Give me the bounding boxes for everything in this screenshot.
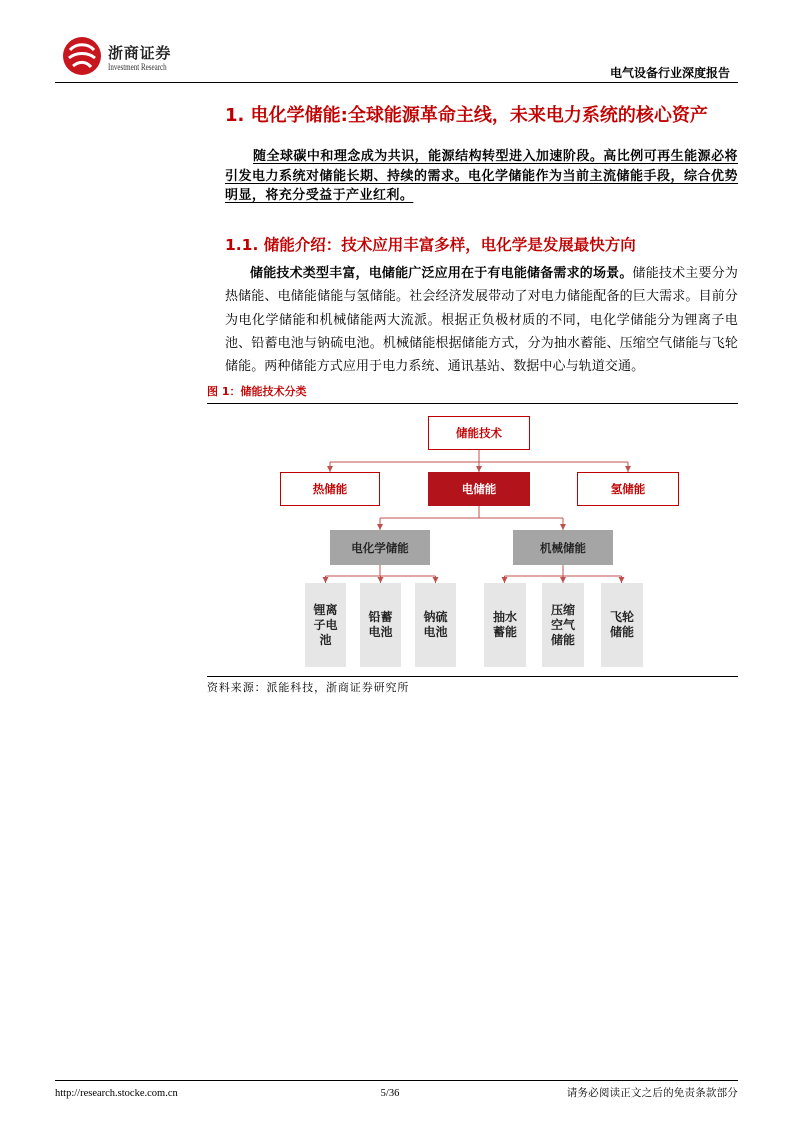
leaf-sodium-sulfur-battery — [415, 583, 456, 667]
node-label: 电化学储能 — [351, 540, 409, 555]
diagram-root-node — [428, 416, 530, 450]
body-text: 储能技术主要分为热储能、电储能储能与氢储能。社会经济发展带动了对电力储能配备的巨大需求。目前分为电化学储能和机械储能两大流派。根据正负极材质的不同，电化学储能分为锂离子电池、铅蓄电池与钠硫电池。机械储能根据储能方式，分为抽水蓄能、压缩空气储能与飞轮储能。两种储能方式应用于电力系统、通讯基站、数据中心与轨道交通。 — [225, 266, 738, 375]
figure-source: 资料来源：派能科技，浙商证券研究所 — [207, 681, 410, 694]
storage-classification-diagram — [207, 405, 738, 673]
node-label: 储能技术 — [456, 426, 502, 440]
body-lead-sentence: 储能技术类型丰富，电储能广泛应用在于有电能储备需求的场景。 — [250, 266, 633, 281]
leaf-lead-acid-battery — [360, 583, 401, 667]
company-logo-icon — [61, 35, 103, 77]
logo-name-en: Investment Research — [108, 62, 167, 72]
leaf-label: 锂离子电池 — [313, 602, 338, 647]
leaf-label: 压缩空气储能 — [550, 602, 575, 647]
leaf-compressed-air-storage — [542, 583, 584, 667]
section-title: 1. 电化学储能:全球能源革命主线，未来电力系统的核心资产 — [225, 105, 708, 126]
subsection-title: 1.1. 储能介绍：技术应用丰富多样，电化学是发展最快方向 — [225, 236, 636, 254]
body-paragraph — [225, 262, 738, 378]
leaf-label: 钠硫电池 — [423, 610, 448, 639]
leaf-flywheel-storage — [601, 583, 643, 667]
footer-website-link[interactable]: http://research.stocke.com.cn — [55, 1088, 178, 1099]
node-label: 机械储能 — [540, 540, 586, 555]
leaf-label: 抽水蓄能 — [492, 610, 517, 639]
header-divider — [55, 82, 738, 83]
figure-bottom-rule — [207, 676, 738, 677]
node-electric-storage — [428, 472, 530, 506]
node-label: 电储能 — [461, 482, 497, 496]
figure-top-rule — [207, 403, 738, 404]
figure-title: 图 1：储能技术分类 — [207, 385, 307, 398]
page-number: 5/36 — [380, 1088, 400, 1099]
report-type-label: 电气设备行业深度报告 — [609, 66, 730, 80]
node-hydrogen-storage — [577, 472, 679, 506]
node-label: 氢储能 — [610, 482, 646, 496]
node-mechanical-storage — [513, 530, 613, 565]
footer-divider — [55, 1080, 738, 1081]
footer-disclaimer: 请务必阅读正文之后的免责条款部分 — [566, 1087, 738, 1099]
section-summary: 随全球碳中和理念成为共识，能源结构转型进入加速阶段。高比例可再生能源必将引发电力系统对储能长期、持续的需求。电化学储能作为当前主流储能手段，综合优势明显，将充分受益于产业红利。 — [225, 149, 738, 203]
leaf-lithium-ion-battery — [305, 583, 346, 667]
leaf-label: 飞轮储能 — [609, 610, 634, 639]
leaf-pumped-hydro-storage — [484, 583, 526, 667]
leaf-label: 铅蓄电池 — [368, 610, 393, 639]
node-electrochemical-storage — [330, 530, 430, 565]
logo-name-cn: 浙商证券 — [108, 44, 172, 62]
node-label: 热储能 — [312, 482, 348, 496]
node-thermal-storage — [280, 472, 380, 506]
logo-circle — [63, 37, 101, 75]
